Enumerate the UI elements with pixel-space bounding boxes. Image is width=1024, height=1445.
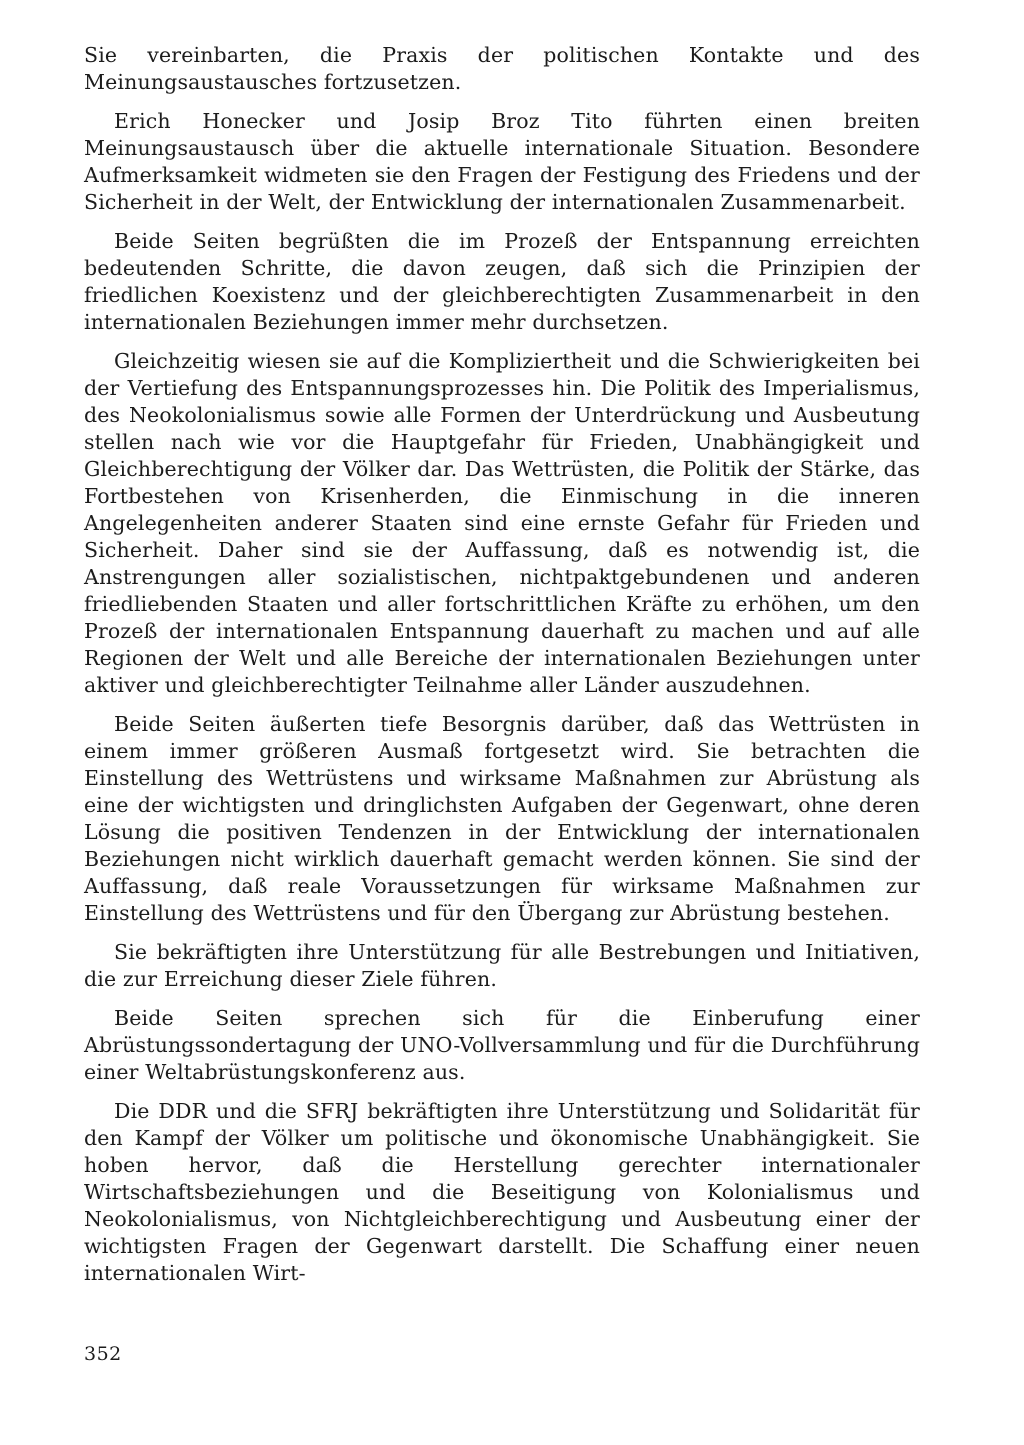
paragraph: Sie vereinbarten, die Praxis der politischen Kontakte und des Meinungsaustausches fortzusetzen. (84, 43, 920, 94)
paragraph: Gleichzeitig wiesen sie auf die Kompliziertheit und die Schwierigkeiten bei der Vertiefung des Entspannungsprozesses hin. Die Politik des Imperialismus, des Neokolonialismus sowie alle Formen der Unterdrückung und Ausbeutung stellen nach wie vor die Hauptgefahr für Frieden, Unabhängigkeit und Gleichberechtigung der Völker dar. Das Wettrüsten, die Politik der Stärke, das Fortbestehen von Krisenherden, die Einmischung in die inneren Angelegenheiten anderer Staaten sind eine ernste Gefahr für Frieden und Sicherheit. Daher sind sie der Auffassung, daß es notwendig ist, die Anstrengungen aller sozialistischen, nichtpaktgebundenen und anderen friedliebenden Staaten und aller fortschrittlichen Kräfte zu erhöhen, um den Prozeß der internationalen Entspannung dauerhaft zu machen und auf alle Regionen der Welt und alle Bereiche der internationalen Beziehungen unter aktiver und gleichberechtigter Teilnahme aller Länder auszudehnen. (84, 349, 920, 697)
page-number: 352 (84, 1343, 122, 1365)
paragraph: Die DDR und die SFRJ bekräftigten ihre Unterstützung und Solidarität für den Kampf der Völker um politische und ökonomische Unabhängigkeit. Sie hoben hervor, daß die Herstellung gerechter internationaler Wirtschaftsbeziehungen und die Beseitigung von Kolonialismus und Neokolonialismus, von Nichtgleichberechtigung und Ausbeutung einer der wichtigsten Fragen der Gegenwart darstellt. Die Schaffung einer neuen internationalen Wirt- (84, 1099, 920, 1285)
paragraph: Erich Honecker und Josip Broz Tito führten einen breiten Meinungsaustausch über die aktuelle internationale Situation. Besondere Aufmerksamkeit widmeten sie den Fragen der Festigung des Friedens und der Sicherheit in der Welt, der Entwicklung der internationalen Zusammenarbeit. (84, 109, 920, 214)
paragraph: Beide Seiten sprechen sich für die Einberufung einer Abrüstungssondertagung der UNO-Vollversammlung und für die Durchführung einer Weltabrüstungskonferenz aus. (84, 1006, 920, 1084)
paragraph: Sie bekräftigten ihre Unterstützung für alle Bestrebungen und Initiativen, die zur Erreichung dieser Ziele führen. (84, 940, 920, 991)
body-text (84, 42, 920, 1299)
paragraph: Beide Seiten begrüßten die im Prozeß der Entspannung erreichten bedeutenden Schritte, die davon zeugen, daß sich die Prinzipien der friedlichen Koexistenz und der gleichberechtigten Zusammenarbeit in den internationalen Beziehungen immer mehr durchsetzen. (84, 229, 920, 334)
paragraph: Beide Seiten äußerten tiefe Besorgnis darüber, daß das Wettrüsten in einem immer größeren Ausmaß fortgesetzt wird. Sie betrachten die Einstellung des Wettrüstens und wirksame Maßnahmen zur Abrüstung als eine der wichtigsten und dringlichsten Aufgaben der Gegenwart, ohne deren Lösung die positiven Tendenzen in der Entwicklung der internationalen Beziehungen nicht wirklich dauerhaft gemacht werden können. Sie sind der Auffassung, daß reale Voraussetzungen für wirksame Maßnahmen zur Einstellung des Wettrüstens und für den Übergang zur Abrüstung bestehen. (84, 712, 920, 925)
